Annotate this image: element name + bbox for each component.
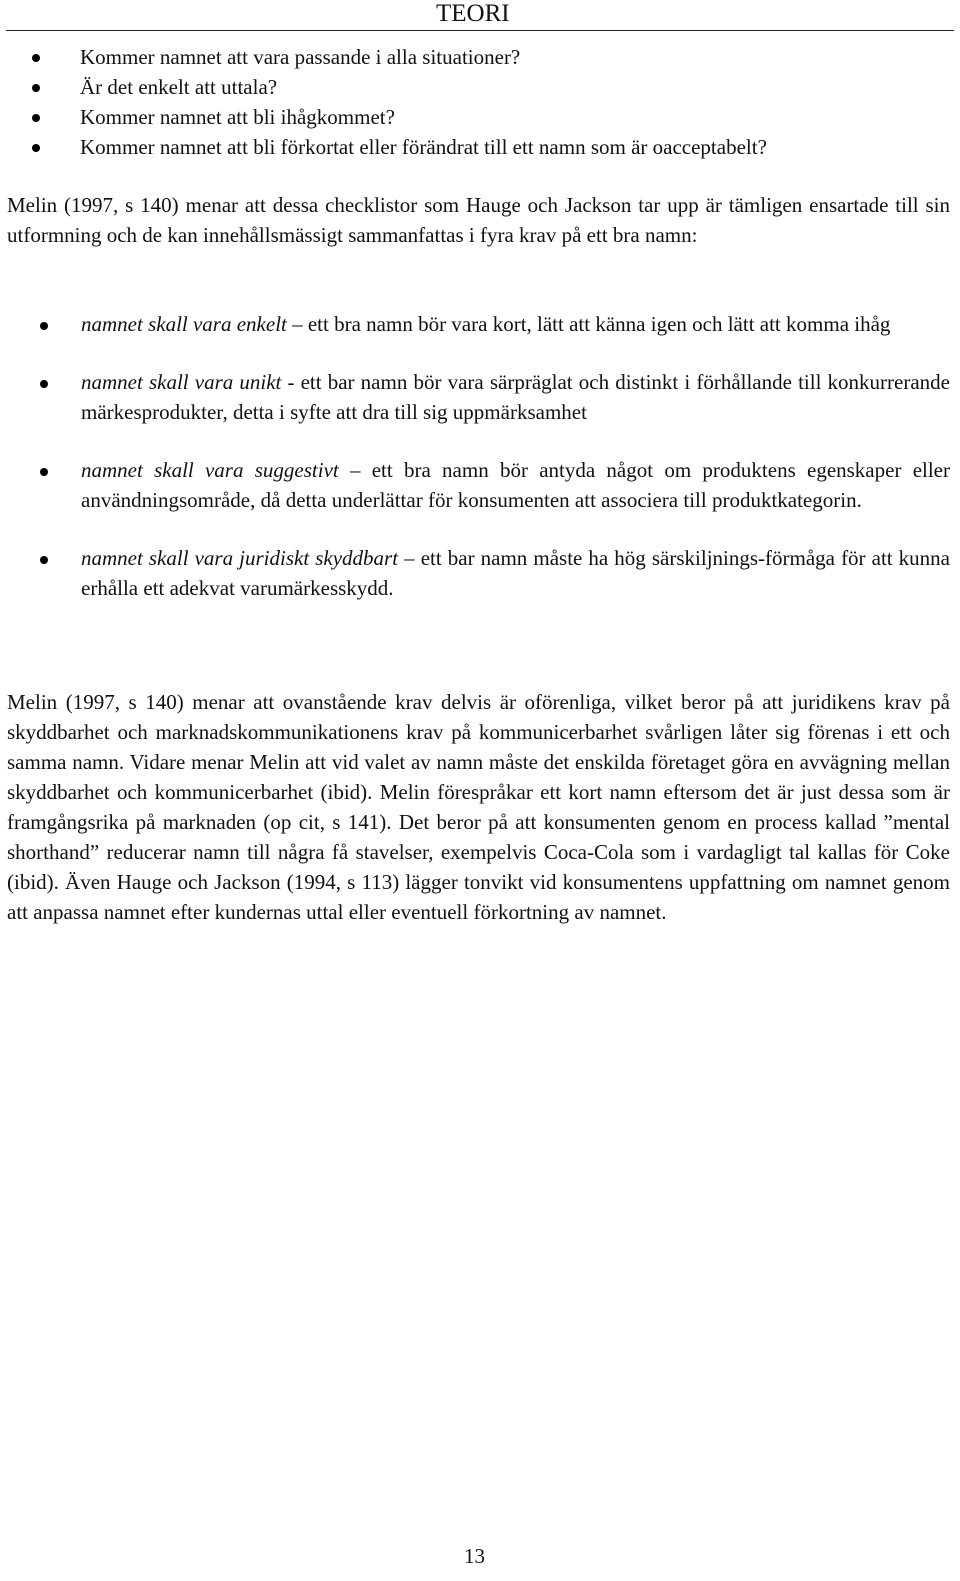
bullet-icon [32, 54, 40, 62]
bullet-icon [40, 468, 48, 476]
requirement-text: – ett bra namn bör antyda något om produktens egenskaper eller användningsområde, då detta underlättar för konsumenten att associera till produktkategorin. [81, 458, 951, 512]
bullet-icon [32, 84, 40, 92]
list-item [0, 102, 960, 132]
section-title: TEORI [436, 0, 510, 27]
page-number: 13 [464, 1544, 485, 1568]
requirement-term: namnet skall vara suggestivt [81, 458, 339, 482]
requirement-term: namnet skall vara enkelt [81, 312, 287, 336]
bullet-icon [40, 556, 48, 564]
page-header [0, 0, 960, 34]
requirements-list [0, 309, 960, 631]
list-item-text: Är det enkelt att uttala? [80, 75, 278, 99]
list-item-text: Kommer namnet att vara passande i alla situationer? [80, 45, 521, 69]
bullet-icon [32, 144, 40, 152]
paragraph-intro: Melin (1997, s 140) menar att dessa checklistor som Hauge och Jackson tar upp är tämligen ensartade till sin utformning och de kan innehållsmässigt sammanfattas i fyra krav på ett bra namn: [7, 193, 950, 247]
list-item [0, 455, 950, 515]
list-item [0, 367, 950, 427]
requirement-term: namnet skall vara unikt [81, 370, 282, 394]
header-rule [6, 30, 954, 31]
requirement-term: namnet skall vara juridiskt skyddbart [81, 546, 399, 570]
requirement-text: – ett bar namn måste ha hög särskiljnings-förmåga för att kunna erhålla ett adekvat varumärkesskydd. [81, 546, 950, 600]
list-item [0, 42, 960, 72]
bullet-icon [40, 322, 48, 330]
list-item [0, 543, 950, 603]
requirement-text: - ett bar namn bör vara särpräglat och distinkt i förhållande till konkurrerande märkesprodukter, detta i syfte att dra till sig uppmärksamhet [81, 370, 950, 424]
list-item-text: Kommer namnet att bli förkortat eller förändrat till ett namn som är oacceptabelt? [80, 135, 767, 159]
requirement-text: – ett bra namn bör vara kort, lätt att känna igen och lätt att komma ihåg [286, 312, 891, 336]
list-item [0, 309, 950, 339]
bullet-icon [32, 114, 40, 122]
question-list [0, 42, 960, 162]
list-item-text: Kommer namnet att bli ihågkommet? [80, 105, 395, 129]
paragraph-body: Melin (1997, s 140) menar att ovanstående krav delvis är oförenliga, vilket beror på att juridikens krav på skyddbarhet och marknadskommunikationens krav på kommunicerbarhet svårligen låter sig förenas i ett och samma namn. Vidare menar Melin att vid valet av namn måste det enskilda företaget göra en avvägning mellan skyddbarhet och kommunicerbarhet (ibid). Melin förespråkar ett kort namn eftersom det är just dessa som är framgångsrika på marknaden (op cit, s 141). Det beror på att konsumenten genom en process kallad ”mental shorthand” reducerar namn till några få stavelser, exempelvis Coca-Cola som i vardagligt tal kallas för Coke (ibid). Även Hauge och Jackson (1994, s 113) lägger tonvikt vid konsumentens uppfattning om namnet genom att anpassa namnet efter kundernas uttal eller eventuell förkortning av namnet. [7, 690, 950, 924]
bullet-icon [40, 380, 48, 388]
list-item [0, 132, 960, 162]
list-item [0, 72, 960, 102]
